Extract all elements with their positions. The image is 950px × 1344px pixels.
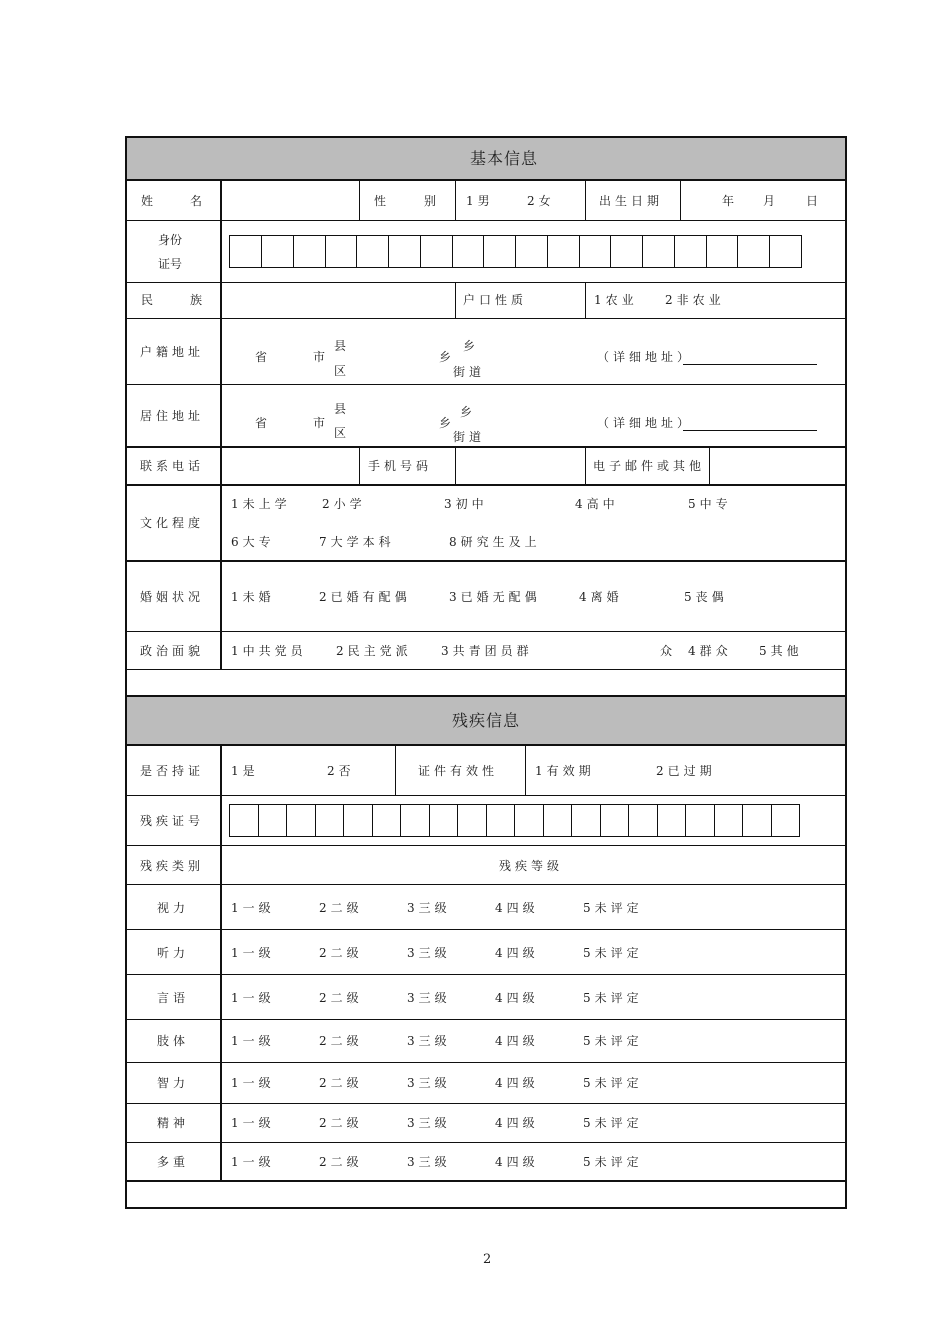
res-district: 区 bbox=[334, 426, 347, 440]
mobile-label: 手机号码 bbox=[368, 459, 433, 473]
cert-digit-box[interactable] bbox=[743, 804, 772, 837]
level-option[interactable]: 3三级 bbox=[407, 991, 451, 1005]
res-street: 街道 bbox=[453, 430, 486, 444]
level-option[interactable]: 5未评定 bbox=[583, 991, 643, 1005]
res-county: 县 bbox=[334, 402, 347, 416]
birth-day-unit: 日 bbox=[806, 194, 819, 208]
household-type-label: 户口性质 bbox=[463, 293, 528, 307]
political-status-label: 政治面貌 bbox=[140, 644, 205, 658]
outer-left-border bbox=[125, 136, 127, 1209]
level-option[interactable]: 2二级 bbox=[319, 901, 363, 915]
cert-digit-box[interactable] bbox=[430, 804, 458, 837]
disability-cert-number-label: 残疾证号 bbox=[140, 814, 205, 828]
level-option[interactable]: 1一级 bbox=[231, 1034, 275, 1048]
reg-province: 省 bbox=[255, 350, 268, 364]
id-digit-box[interactable] bbox=[580, 235, 611, 268]
outer-right-border bbox=[845, 136, 847, 1209]
id-digit-box[interactable] bbox=[421, 235, 453, 268]
id-number-boxes[interactable] bbox=[229, 235, 802, 268]
id-digit-box[interactable] bbox=[262, 235, 294, 268]
id-digit-box[interactable] bbox=[707, 235, 738, 268]
cert-digit-box[interactable] bbox=[230, 804, 259, 837]
cert-digit-box[interactable] bbox=[601, 804, 629, 837]
level-option[interactable]: 5未评定 bbox=[583, 946, 643, 960]
edu-option[interactable]: 3初中 bbox=[444, 497, 488, 511]
id-digit-box[interactable] bbox=[230, 235, 262, 268]
level-option[interactable]: 5未评定 bbox=[583, 901, 643, 915]
level-option[interactable]: 4四级 bbox=[495, 1034, 539, 1048]
edu-option[interactable]: 5中专 bbox=[688, 497, 732, 511]
page-number: 2 bbox=[483, 1252, 492, 1267]
edu-option[interactable]: 8研究生及上 bbox=[449, 535, 541, 549]
level-row-label: 听力 bbox=[157, 946, 190, 960]
birth-year-unit: 年 bbox=[722, 194, 735, 208]
political-option[interactable]: 5其他 bbox=[759, 644, 803, 658]
level-option[interactable]: 4四级 bbox=[495, 946, 539, 960]
cert-digit-box[interactable] bbox=[458, 804, 487, 837]
marital-option[interactable]: 4离婚 bbox=[579, 590, 623, 604]
cert-digit-box[interactable] bbox=[401, 804, 430, 837]
id-digit-box[interactable] bbox=[453, 235, 484, 268]
gender-option-male[interactable]: 1男 bbox=[466, 194, 494, 208]
gender-option-female[interactable]: 2女 bbox=[527, 194, 555, 208]
reg-detail-label: （详细地址） bbox=[597, 350, 694, 364]
id-digit-box[interactable] bbox=[643, 235, 675, 268]
id-number-label-top: 身份 bbox=[158, 233, 183, 247]
id-digit-box[interactable] bbox=[611, 235, 643, 268]
res-detail-line[interactable] bbox=[683, 430, 817, 431]
res-province: 省 bbox=[255, 416, 268, 430]
cert-digit-box[interactable] bbox=[544, 804, 572, 837]
level-option[interactable]: 1一级 bbox=[231, 1155, 275, 1169]
cert-digit-box[interactable] bbox=[715, 804, 743, 837]
level-option[interactable]: 3三级 bbox=[407, 1116, 451, 1130]
id-digit-box[interactable] bbox=[389, 235, 421, 268]
disability-category-label: 残疾类别 bbox=[140, 859, 205, 873]
reg-district: 区 bbox=[334, 364, 347, 378]
political-option[interactable]: 4群众 bbox=[688, 644, 732, 658]
id-digit-box[interactable] bbox=[516, 235, 548, 268]
id-digit-box[interactable] bbox=[294, 235, 326, 268]
political-option[interactable]: 2民主党派 bbox=[336, 644, 412, 658]
reg-village-prefix: 乡 bbox=[439, 350, 452, 364]
cert-digit-box[interactable] bbox=[259, 804, 287, 837]
id-digit-box[interactable] bbox=[326, 235, 357, 268]
res-village-prefix: 乡 bbox=[439, 416, 452, 430]
level-option[interactable]: 3三级 bbox=[407, 1034, 451, 1048]
cert-digit-box[interactable] bbox=[287, 804, 316, 837]
cert-digit-box[interactable] bbox=[344, 804, 373, 837]
level-option[interactable]: 3三级 bbox=[407, 946, 451, 960]
level-option[interactable]: 4四级 bbox=[495, 991, 539, 1005]
political-extra-char: 众 bbox=[660, 644, 673, 658]
level-row-label: 智力 bbox=[157, 1076, 190, 1090]
cert-digit-box[interactable] bbox=[658, 804, 686, 837]
level-option[interactable]: 2二级 bbox=[319, 946, 363, 960]
id-digit-box[interactable] bbox=[484, 235, 516, 268]
cert-digit-box[interactable] bbox=[629, 804, 658, 837]
cert-digit-box[interactable] bbox=[772, 804, 800, 837]
cert-digit-box[interactable] bbox=[515, 804, 544, 837]
phone-label: 联系电话 bbox=[140, 459, 205, 473]
level-option[interactable]: 2二级 bbox=[319, 1034, 363, 1048]
level-option[interactable]: 5未评定 bbox=[583, 1155, 643, 1169]
email-input[interactable] bbox=[710, 448, 844, 484]
cert-digit-box[interactable] bbox=[572, 804, 601, 837]
level-row-label: 多重 bbox=[157, 1155, 190, 1169]
birth-date-label: 出生日期 bbox=[599, 194, 664, 208]
level-option[interactable]: 2二级 bbox=[319, 991, 363, 1005]
edu-option[interactable]: 2小学 bbox=[322, 497, 366, 511]
level-option[interactable]: 3三级 bbox=[407, 1155, 451, 1169]
household-option-agri[interactable]: 1农业 bbox=[594, 293, 638, 307]
edu-option[interactable]: 6大专 bbox=[231, 535, 275, 549]
edu-option[interactable]: 7大学本科 bbox=[319, 535, 395, 549]
cert-digit-box[interactable] bbox=[686, 804, 715, 837]
certificate-option-no[interactable]: 2否 bbox=[327, 764, 355, 778]
reg-town: 乡 bbox=[463, 339, 476, 353]
marital-option[interactable]: 5丧偶 bbox=[684, 590, 728, 604]
level-option[interactable]: 1一级 bbox=[231, 991, 275, 1005]
ethnicity-input[interactable] bbox=[222, 284, 454, 317]
ethnicity-label-part2: 族 bbox=[190, 293, 203, 307]
gender-label-part1: 性 bbox=[374, 194, 387, 208]
residence-address-label: 居住地址 bbox=[140, 409, 205, 423]
validity-option-valid[interactable]: 1有效期 bbox=[535, 764, 595, 778]
marital-option[interactable]: 3已婚无配偶 bbox=[449, 590, 541, 604]
name-label-part2: 名 bbox=[190, 194, 203, 208]
level-option[interactable]: 1一级 bbox=[231, 1076, 275, 1090]
level-option[interactable]: 1一级 bbox=[231, 1116, 275, 1130]
level-option[interactable]: 3三级 bbox=[407, 901, 451, 915]
id-digit-box[interactable] bbox=[738, 235, 770, 268]
reg-county: 县 bbox=[334, 339, 347, 353]
cert-number-boxes[interactable] bbox=[229, 804, 800, 837]
marital-status-label: 婚姻状况 bbox=[140, 590, 205, 604]
res-city: 市 bbox=[313, 416, 326, 430]
id-digit-box[interactable] bbox=[357, 235, 389, 268]
level-option[interactable]: 2二级 bbox=[319, 1116, 363, 1130]
edu-option[interactable]: 4高中 bbox=[575, 497, 619, 511]
level-option[interactable]: 1一级 bbox=[231, 901, 275, 915]
level-option[interactable]: 5未评定 bbox=[583, 1034, 643, 1048]
email-label: 电子邮件或其他 bbox=[593, 459, 706, 473]
level-row-label: 视力 bbox=[157, 901, 190, 915]
level-option[interactable]: 2二级 bbox=[319, 1155, 363, 1169]
id-digit-box[interactable] bbox=[548, 235, 580, 268]
disability-level-header: 残疾等级 bbox=[499, 859, 564, 873]
level-option[interactable]: 4四级 bbox=[495, 901, 539, 915]
cert-digit-box[interactable] bbox=[316, 804, 344, 837]
gender-label-part2: 别 bbox=[424, 194, 437, 208]
name-label-part1: 姓 bbox=[141, 194, 154, 208]
ethnicity-label-part1: 民 bbox=[141, 293, 154, 307]
marital-option[interactable]: 2已婚有配偶 bbox=[319, 590, 411, 604]
level-option[interactable]: 4四级 bbox=[495, 1116, 539, 1130]
birth-month-unit: 月 bbox=[763, 194, 776, 208]
certificate-label: 是否持证 bbox=[140, 764, 205, 778]
edu-option[interactable]: 1未上学 bbox=[231, 497, 291, 511]
mobile-input[interactable] bbox=[456, 448, 584, 484]
certificate-option-yes[interactable]: 1是 bbox=[231, 764, 259, 778]
reg-street: 街道 bbox=[453, 365, 486, 379]
level-option[interactable]: 3三级 bbox=[407, 1076, 451, 1090]
level-option[interactable]: 1一级 bbox=[231, 946, 275, 960]
validity-option-expired[interactable]: 2已过期 bbox=[656, 764, 716, 778]
marital-option[interactable]: 1未婚 bbox=[231, 590, 275, 604]
phone-input[interactable] bbox=[222, 448, 358, 484]
outer-top-border bbox=[125, 136, 847, 138]
level-row-label: 精神 bbox=[157, 1116, 190, 1130]
certificate-validity-label: 证件有效性 bbox=[418, 764, 499, 778]
cert-digit-box[interactable] bbox=[487, 804, 515, 837]
res-town: 乡 bbox=[460, 405, 473, 419]
education-label: 文化程度 bbox=[140, 516, 205, 530]
id-digit-box[interactable] bbox=[675, 235, 707, 268]
political-option[interactable]: 3共青团员群 bbox=[441, 644, 533, 658]
basic-info-title: 基本信息 bbox=[470, 149, 539, 168]
id-digit-box[interactable] bbox=[770, 235, 802, 268]
household-option-nonagri[interactable]: 2非农业 bbox=[665, 293, 725, 307]
level-option[interactable]: 2二级 bbox=[319, 1076, 363, 1090]
registered-address-label: 户籍地址 bbox=[140, 345, 205, 359]
id-number-label-bottom: 证号 bbox=[158, 257, 183, 271]
level-option[interactable]: 5未评定 bbox=[583, 1116, 643, 1130]
level-option[interactable]: 4四级 bbox=[495, 1155, 539, 1169]
level-option[interactable]: 4四级 bbox=[495, 1076, 539, 1090]
level-row-label: 言语 bbox=[157, 991, 190, 1005]
reg-detail-line[interactable] bbox=[683, 364, 817, 365]
res-detail-label: （详细地址） bbox=[597, 416, 694, 430]
level-row-label: 肢体 bbox=[157, 1034, 190, 1048]
political-option[interactable]: 1中共党员 bbox=[231, 644, 307, 658]
outer-bottom-border bbox=[125, 1207, 847, 1209]
level-option[interactable]: 5未评定 bbox=[583, 1076, 643, 1090]
cert-digit-box[interactable] bbox=[373, 804, 401, 837]
name-input[interactable] bbox=[222, 181, 358, 219]
disability-info-title: 残疾信息 bbox=[452, 711, 521, 730]
reg-city: 市 bbox=[313, 350, 326, 364]
